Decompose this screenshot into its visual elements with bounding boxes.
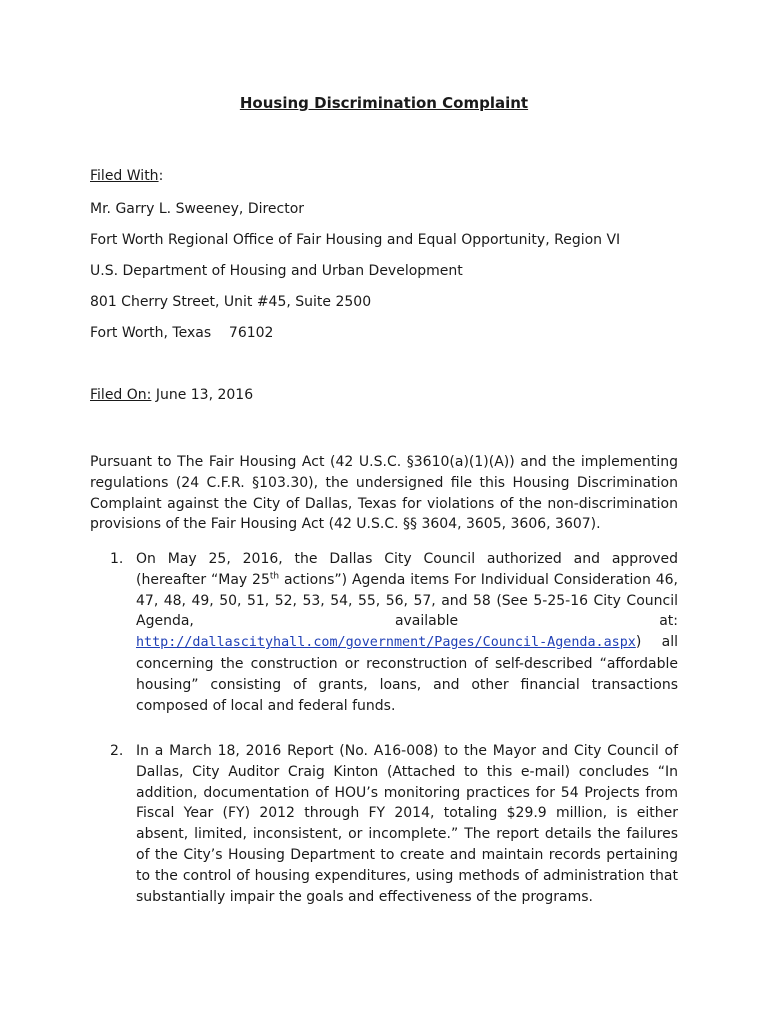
list-item-text [136,549,678,716]
list-item [110,549,678,716]
recipient-name: Mr. Garry L. Sweeney, Director [90,201,305,217]
list-item-number: 1. [110,551,124,567]
filed-on-label: Filed On: [90,387,152,403]
recipient-office: Fort Worth Regional Office of Fair Housing and Equal Opportunity, Region VI [90,232,621,248]
recipient-street: 801 Cherry Street, Unit #45, Suite 2500 [90,294,372,310]
list-item-text-part: On May 25, 2016, the Dallas City Council authorized and approved (hereafter “May 25 [136,551,678,588]
filed-on [90,385,253,405]
list-item-number: 2. [110,743,124,759]
council-agenda-link[interactable]: http://dallascityhall.com/government/Pages/Council-Agenda.aspx [136,635,636,651]
list-item-superscript: th [269,571,280,582]
filed-with-colon: : [158,168,164,184]
recipient-city: Fort Worth, Texas 76102 [90,325,274,341]
list-item [110,741,678,907]
intro-paragraph: Pursuant to The Fair Housing Act (42 U.S.C. §3610(a)(1)(A)) and the implementing regulations (24 C.F.R. §103.30), the undersigned file this Housing Discrimination Complaint against the City of Dallas, Texas for violations of the non-discrimination provisions of the Fair Housing Act (42 U.S.C. §§ 3604, 3605, 3606, 3607). [90,454,678,533]
filed-on-date: June 13, 2016 [151,387,254,403]
filed-with-heading [90,166,163,186]
list-item-text: In a March 18, 2016 Report (No. A16-008) to the Mayor and City Council of Dallas, City Auditor Craig Kinton (Attached to this e-mail) concludes “In addition, documentation of HOU’s monitoring practices for 54 Projects from Fiscal Year (FY) 2012 through FY 2014, totaling $29.9 million, is either absent, limited, inconsistent, or incomplete.” The report details the failures of the City’s Housing Department to create and maintain records pertaining to the control of housing expenditures, using methods of administration that substantially impair the goals and effectiveness of the programs. [136,743,678,905]
filed-with-label: Filed With [90,168,159,184]
recipient-department: U.S. Department of Housing and Urban Development [90,263,463,279]
list-item-text-part: ) all concerning the construction or reconstruction of self-described “affordable housing” consisting of grants, loans, and other financial transactions composed of local and federal funds. [136,634,678,714]
list-item-text-part: actions”) Agenda items For Individual Consideration 46, 47, 48, 49, 50, 51, 52, 53, 54, 55, 56, 57, and 58 (See 5-25-16 City Council Agenda, available at: [136,571,678,630]
document-title: Housing Discrimination Complaint [239,94,529,112]
